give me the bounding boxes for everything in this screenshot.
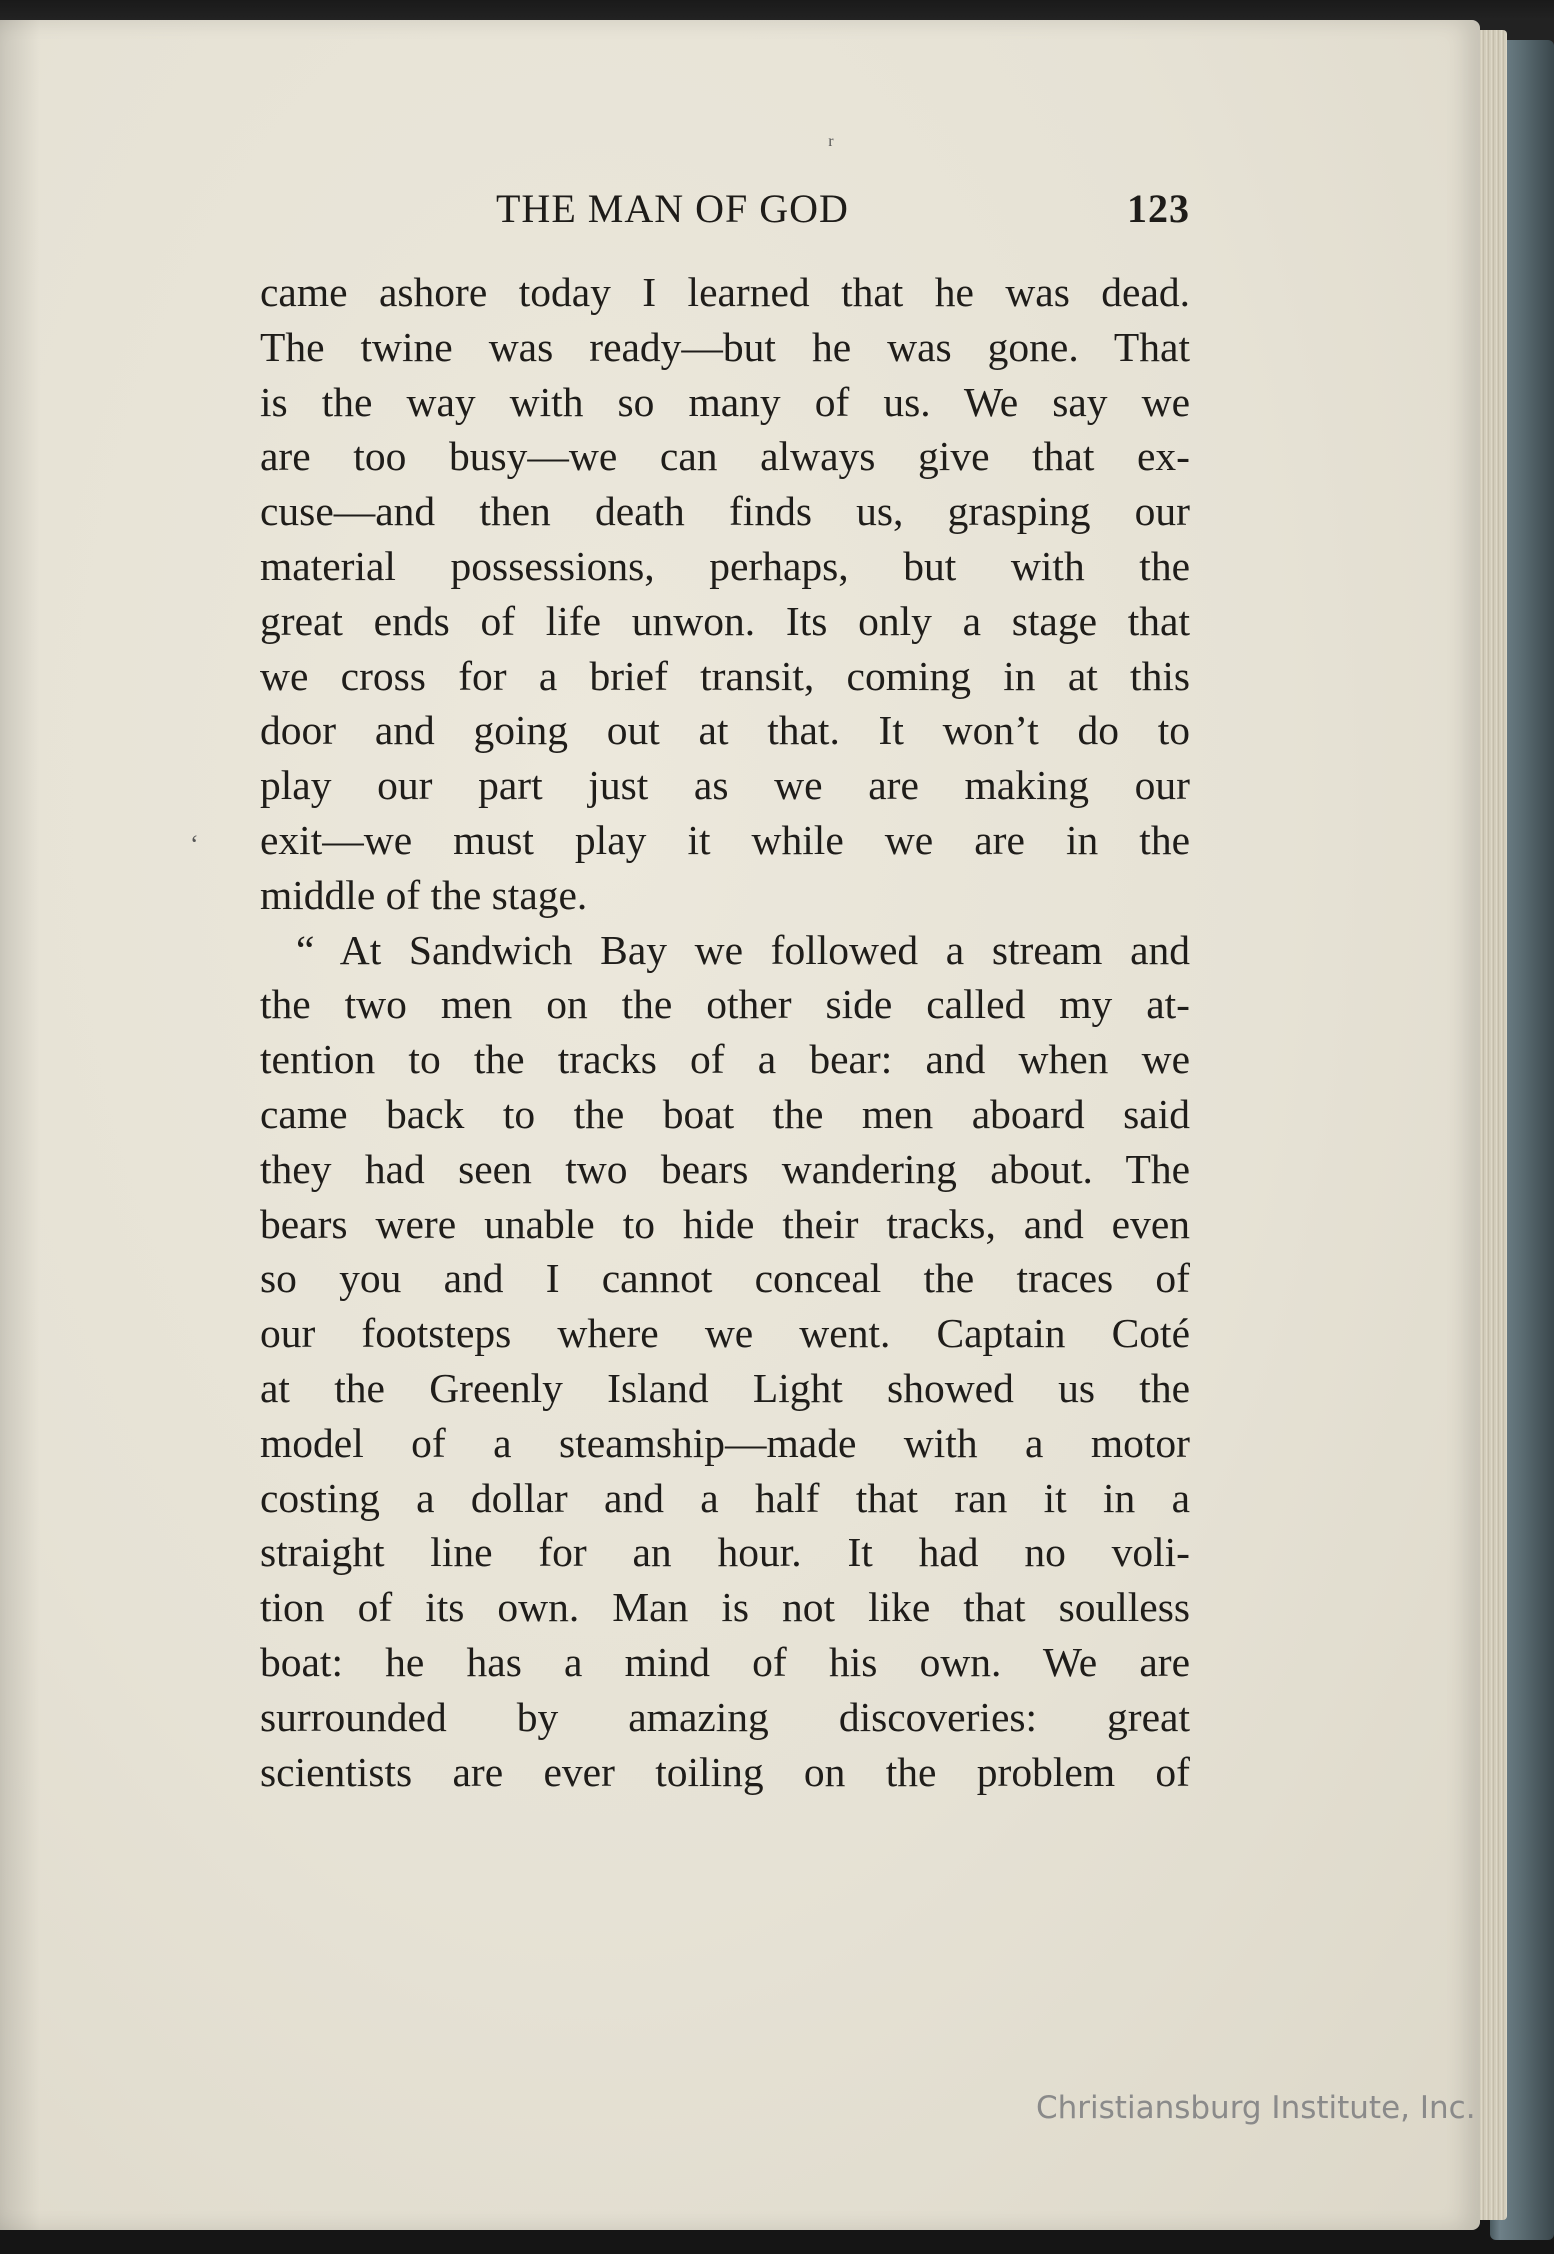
text-line: material possessions, perhaps, but with the (260, 542, 1190, 589)
print-speck: ʳ (828, 130, 834, 159)
text-line: so you and I cannot conceal the traces of (260, 1255, 1190, 1302)
text-line: is the way with so many of us. We say we (260, 378, 1190, 425)
body-text (260, 265, 1190, 1799)
text-line: The twine was ready—but he was gone. That (260, 323, 1190, 370)
text-line: cuse—and then death finds us, grasping our (260, 488, 1190, 535)
text-line: bears were unable to hide their tracks, and even (260, 1200, 1190, 1247)
text-line: tion of its own. Man is not like that soulless (260, 1584, 1190, 1631)
watermark: Christiansburg Institute, Inc. (1036, 2090, 1476, 2126)
print-speck: ʻ (190, 830, 199, 859)
text-line: came back to the boat the men aboard said (260, 1090, 1190, 1137)
text-line: we cross for a brief transit, coming in at this (260, 652, 1190, 699)
text-line: play our part just as we are making our (260, 762, 1190, 809)
text-line: tention to the tracks of a bear: and when we (260, 1036, 1190, 1083)
text-line: our footsteps where we went. Captain Coté (260, 1310, 1190, 1357)
text-line: costing a dollar and a half that ran it in a (260, 1474, 1190, 1521)
text-line: are too busy—we can always give that ex- (260, 433, 1190, 480)
text-line: boat: he has a mind of his own. We are (260, 1638, 1190, 1685)
text-line: came ashore today I learned that he was dead. (260, 269, 1190, 315)
gutter-shadow (0, 20, 40, 2230)
text-line: scientists are ever toiling on the problem of (260, 1748, 1190, 1795)
text-line: middle of the stage. (260, 871, 588, 918)
running-header (260, 185, 1190, 245)
text-line: they had seen two bears wandering about. The (260, 1145, 1190, 1192)
text-line: surrounded by amazing discoveries: great (260, 1693, 1190, 1740)
text-line: exit—we must play it while we are in the (260, 816, 1190, 863)
text-line: the two men on the other side called my at- (260, 981, 1190, 1028)
text-line: “ At Sandwich Bay we followed a stream and (296, 926, 1190, 973)
page-number: 123 (1127, 186, 1190, 231)
text-line: straight line for an hour. It had no voli- (260, 1529, 1190, 1576)
text-line: door and going out at that. It won’t do to (260, 707, 1190, 754)
text-line: great ends of life unwon. Its only a stage that (260, 597, 1190, 644)
text-line: model of a steamship—made with a motor (260, 1419, 1190, 1466)
running-title: THE MAN OF GOD (496, 186, 849, 231)
text-line: at the Greenly Island Light showed us the (260, 1364, 1190, 1411)
